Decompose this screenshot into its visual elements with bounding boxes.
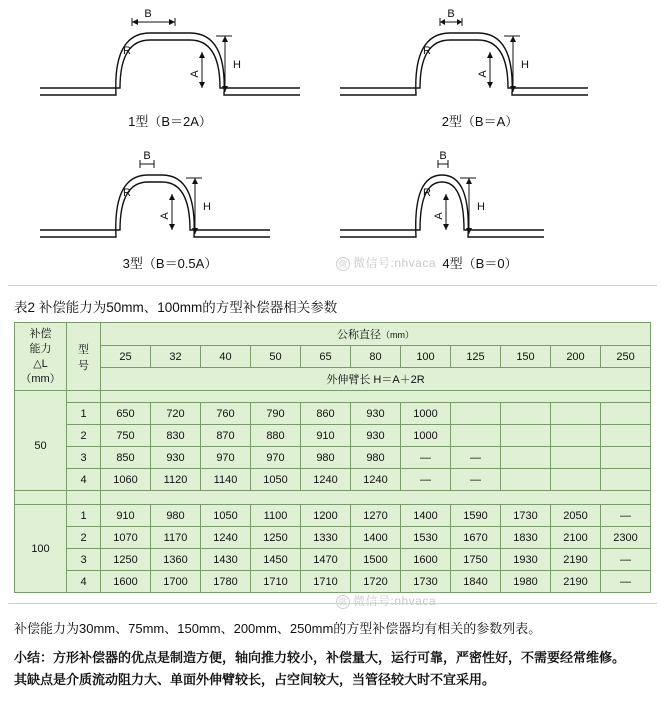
- cell-100-4-25: 1600: [101, 571, 151, 593]
- cell-50-1-200: [551, 403, 601, 425]
- cell-100-2-150: 1830: [501, 527, 551, 549]
- cell-100-3-32: 1360: [151, 549, 201, 571]
- summary-line-1: 方形补偿器的优点是制造方便，轴向推力较小，补偿量大，运行可靠，严密性好，不需要经常维修。: [53, 650, 626, 665]
- cell-100-4-125: 1840: [451, 571, 501, 593]
- cell-50-1-32: 720: [151, 403, 201, 425]
- cell-100-2-200: 2100: [551, 527, 601, 549]
- cell-100-4-40: 1780: [201, 571, 251, 593]
- cell-100-1-100: 1400: [401, 505, 451, 527]
- cell-50-3-25: 850: [101, 447, 151, 469]
- cell-100-1-150: 1730: [501, 505, 551, 527]
- cell-50-2-100: 1000: [401, 425, 451, 447]
- diagram-type2-label-A: A: [477, 70, 489, 78]
- group-capacity-100: 100: [15, 505, 67, 593]
- cell-50-2-150: [501, 425, 551, 447]
- spacer-cell-type-1: [67, 391, 101, 403]
- watermark-table: [336, 592, 436, 609]
- diagram-type3-label-B: B: [143, 150, 151, 162]
- row-type-100-1: 1: [67, 505, 101, 527]
- header-type-line-2: 号: [78, 359, 89, 372]
- header-diameter: [101, 323, 651, 346]
- diagram-type4-svg: [330, 148, 630, 248]
- spacer-cell-type-2: [67, 491, 101, 505]
- cell-50-4-100: —: [401, 469, 451, 491]
- cell-100-3-125: 1750: [451, 549, 501, 571]
- cell-50-2-32: 830: [151, 425, 201, 447]
- cell-50-3-200: [551, 447, 601, 469]
- header-dia-40: 40: [201, 346, 251, 368]
- summary-label: 小结：: [14, 650, 54, 665]
- cell-50-1-40: 760: [201, 403, 251, 425]
- diagram-type3: [20, 148, 320, 272]
- header-dia-25: 25: [101, 346, 151, 368]
- table-row: [15, 447, 651, 469]
- table-header-row-2: [15, 346, 651, 368]
- cell-50-4-80: 1240: [351, 469, 401, 491]
- cell-100-1-200: 2050: [551, 505, 601, 527]
- diagram-type1-label-H: H: [233, 59, 241, 71]
- spacer-cell-values-1: [101, 391, 651, 403]
- cell-100-1-65: 1200: [301, 505, 351, 527]
- cell-100-2-65: 1330: [301, 527, 351, 549]
- cell-100-3-100: 1600: [401, 549, 451, 571]
- header-dia-50: 50: [251, 346, 301, 368]
- cell-50-2-80: 930: [351, 425, 401, 447]
- row-type-100-2: 2: [67, 527, 101, 549]
- header-type-label: [67, 323, 101, 391]
- summary-line-2: 其缺点是介质流动阻力大、单面外伸臂较长，占空间较大，当管径较大时不宜采用。: [14, 672, 496, 687]
- cell-100-4-250: —: [601, 571, 651, 593]
- diagram-type4-label-R: R: [423, 187, 431, 199]
- diagram-type4-label-A: A: [433, 212, 445, 220]
- diagram-type2-label-H: H: [521, 59, 529, 71]
- table-header-row-3: [15, 368, 651, 391]
- cell-50-1-50: 790: [251, 403, 301, 425]
- cell-100-3-80: 1500: [351, 549, 401, 571]
- cell-100-3-40: 1430: [201, 549, 251, 571]
- watermark-circle-icon-2: 微: [336, 595, 350, 609]
- header-dia-32: 32: [151, 346, 201, 368]
- cell-50-2-200: [551, 425, 601, 447]
- table-title: 表2 补偿能力为50mm、100mm的方型补偿器相关参数: [14, 300, 338, 315]
- diagram-type4-caption: 4型（B＝0）: [442, 256, 518, 271]
- cell-50-2-50: 880: [251, 425, 301, 447]
- diagram-type2-label-R: R: [423, 45, 431, 57]
- cell-50-4-50: 1050: [251, 469, 301, 491]
- row-type-50-4: 4: [67, 469, 101, 491]
- cell-100-4-150: 1980: [501, 571, 551, 593]
- diagram-type3-label-A: A: [159, 212, 171, 220]
- table-spacer-row-1: [15, 391, 651, 403]
- cell-100-4-50: 1710: [251, 571, 301, 593]
- diagram-type1: [20, 6, 320, 130]
- diagram-type2-svg: [330, 6, 630, 106]
- cell-100-2-40: 1240: [201, 527, 251, 549]
- cell-100-4-65: 1710: [301, 571, 351, 593]
- cell-50-4-25: 1060: [101, 469, 151, 491]
- footer-note: 补偿能力为30mm、75mm、150mm、200mm、250mm的方型补偿器均有相关的参数列表。: [14, 621, 542, 636]
- cell-100-1-40: 1050: [201, 505, 251, 527]
- cell-50-3-80: 980: [351, 447, 401, 469]
- params-table: [14, 322, 651, 593]
- spacer-cell-values-2: [101, 491, 651, 505]
- cell-50-3-100: —: [401, 447, 451, 469]
- diagram-type3-label-H: H: [203, 201, 211, 213]
- header-capacity-line-2: 能力: [29, 342, 52, 355]
- row-type-50-3: 3: [67, 447, 101, 469]
- header-capacity-line-4: （mm）: [20, 372, 61, 385]
- cell-100-4-80: 1720: [351, 571, 401, 593]
- watermark-diagram-text: 微信号:nhvaca: [353, 256, 437, 270]
- cell-100-2-50: 1250: [251, 527, 301, 549]
- diagram-type4-label-B: B: [439, 150, 447, 162]
- cell-100-3-25: 1250: [101, 549, 151, 571]
- header-type-line-1: 型: [78, 343, 89, 356]
- cell-50-4-150: [501, 469, 551, 491]
- header-capacity-label: [15, 323, 67, 391]
- diagram-type1-caption: 1型（B＝2A）: [128, 114, 212, 129]
- header-diameter-label: 公称直径: [337, 329, 382, 341]
- cell-50-2-40: 870: [201, 425, 251, 447]
- diagram-area: [0, 0, 665, 285]
- cell-50-3-125: —: [451, 447, 501, 469]
- diagram-type2: [330, 6, 630, 130]
- header-dia-250: 250: [601, 346, 651, 368]
- diagram-type3-caption: 3型（B＝0.5A）: [122, 256, 218, 271]
- spacer-cell-capacity-2: [15, 491, 67, 505]
- watermark-diagram: [336, 254, 436, 271]
- row-type-50-1: 1: [67, 403, 101, 425]
- table-row: [15, 571, 651, 593]
- row-type-100-4: 4: [67, 571, 101, 593]
- cell-100-3-50: 1450: [251, 549, 301, 571]
- cell-50-3-250: [601, 447, 651, 469]
- cell-50-2-65: 910: [301, 425, 351, 447]
- params-table-wrap: [0, 322, 665, 593]
- diagram-type1-svg: [20, 6, 320, 106]
- cell-100-2-100: 1530: [401, 527, 451, 549]
- header-dia-80: 80: [351, 346, 401, 368]
- cell-100-2-80: 1400: [351, 527, 401, 549]
- cell-50-3-150: [501, 447, 551, 469]
- cell-100-3-65: 1470: [301, 549, 351, 571]
- diagram-type4-label-H: H: [477, 201, 485, 213]
- group-capacity-50: 50: [15, 403, 67, 491]
- header-dia-65: 65: [301, 346, 351, 368]
- cell-50-1-250: [601, 403, 651, 425]
- cell-50-4-200: [551, 469, 601, 491]
- cell-100-1-50: 1100: [251, 505, 301, 527]
- cell-50-1-65: 860: [301, 403, 351, 425]
- cell-100-1-25: 910: [101, 505, 151, 527]
- cell-50-3-40: 970: [201, 447, 251, 469]
- header-diameter-unit: （mm）: [381, 330, 415, 340]
- cell-50-4-40: 1140: [201, 469, 251, 491]
- row-type-50-2: 2: [67, 425, 101, 447]
- cell-100-1-32: 980: [151, 505, 201, 527]
- cell-100-2-32: 1170: [151, 527, 201, 549]
- cell-50-1-80: 930: [351, 403, 401, 425]
- summary-block: [0, 637, 665, 691]
- cell-50-3-65: 980: [301, 447, 351, 469]
- cell-50-4-32: 1120: [151, 469, 201, 491]
- cell-100-3-200: 2190: [551, 549, 601, 571]
- header-dia-200: 200: [551, 346, 601, 368]
- row-type-100-3: 3: [67, 549, 101, 571]
- table-row: [15, 469, 651, 491]
- cell-50-2-25: 750: [101, 425, 151, 447]
- diagram-type1-label-A: A: [189, 70, 201, 78]
- diagram-type3-svg: [20, 148, 320, 248]
- cell-100-1-80: 1270: [351, 505, 401, 527]
- diagram-type1-label-R: R: [123, 45, 131, 57]
- spacer-cell-capacity-1: [15, 391, 67, 403]
- cell-50-1-125: [451, 403, 501, 425]
- header-arm-length: 外伸臂长 H＝A＋2R: [101, 368, 651, 391]
- cell-100-4-32: 1700: [151, 571, 201, 593]
- cell-50-3-50: 970: [251, 447, 301, 469]
- header-dia-125: 125: [451, 346, 501, 368]
- cell-100-3-250: —: [601, 549, 651, 571]
- table-header-row-1: [15, 323, 651, 346]
- cell-50-1-25: 650: [101, 403, 151, 425]
- cell-100-3-150: 1930: [501, 549, 551, 571]
- cell-100-4-100: 1730: [401, 571, 451, 593]
- header-dia-100: 100: [401, 346, 451, 368]
- diagram-type2-label-B: B: [447, 8, 455, 20]
- cell-100-2-25: 1070: [101, 527, 151, 549]
- cell-100-2-125: 1670: [451, 527, 501, 549]
- header-capacity-line-3: △L: [33, 357, 48, 370]
- diagram-type1-label-B: B: [144, 8, 152, 20]
- table-spacer-row-2: [15, 491, 651, 505]
- cell-50-4-250: [601, 469, 651, 491]
- watermark-circle-icon: 微: [336, 257, 350, 271]
- table-row: [15, 549, 651, 571]
- cell-50-2-125: [451, 425, 501, 447]
- table-row: [15, 527, 651, 549]
- table-row: [15, 425, 651, 447]
- cell-100-1-250: —: [601, 505, 651, 527]
- table-row: [15, 403, 651, 425]
- cell-50-3-32: 930: [151, 447, 201, 469]
- diagram-type2-caption: 2型（B＝A）: [441, 114, 519, 129]
- watermark-table-text: 微信号:nhvaca: [353, 594, 437, 608]
- cell-50-4-65: 1240: [301, 469, 351, 491]
- cell-50-2-250: [601, 425, 651, 447]
- header-dia-150: 150: [501, 346, 551, 368]
- diagram-type3-label-R: R: [123, 187, 131, 199]
- cell-100-4-200: 2190: [551, 571, 601, 593]
- cell-50-4-125: —: [451, 469, 501, 491]
- header-capacity-line-1: 补偿: [29, 327, 52, 340]
- cell-50-1-100: 1000: [401, 403, 451, 425]
- cell-100-1-125: 1590: [451, 505, 501, 527]
- cell-100-2-250: 2300: [601, 527, 651, 549]
- table-row: [15, 505, 651, 527]
- cell-50-1-150: [501, 403, 551, 425]
